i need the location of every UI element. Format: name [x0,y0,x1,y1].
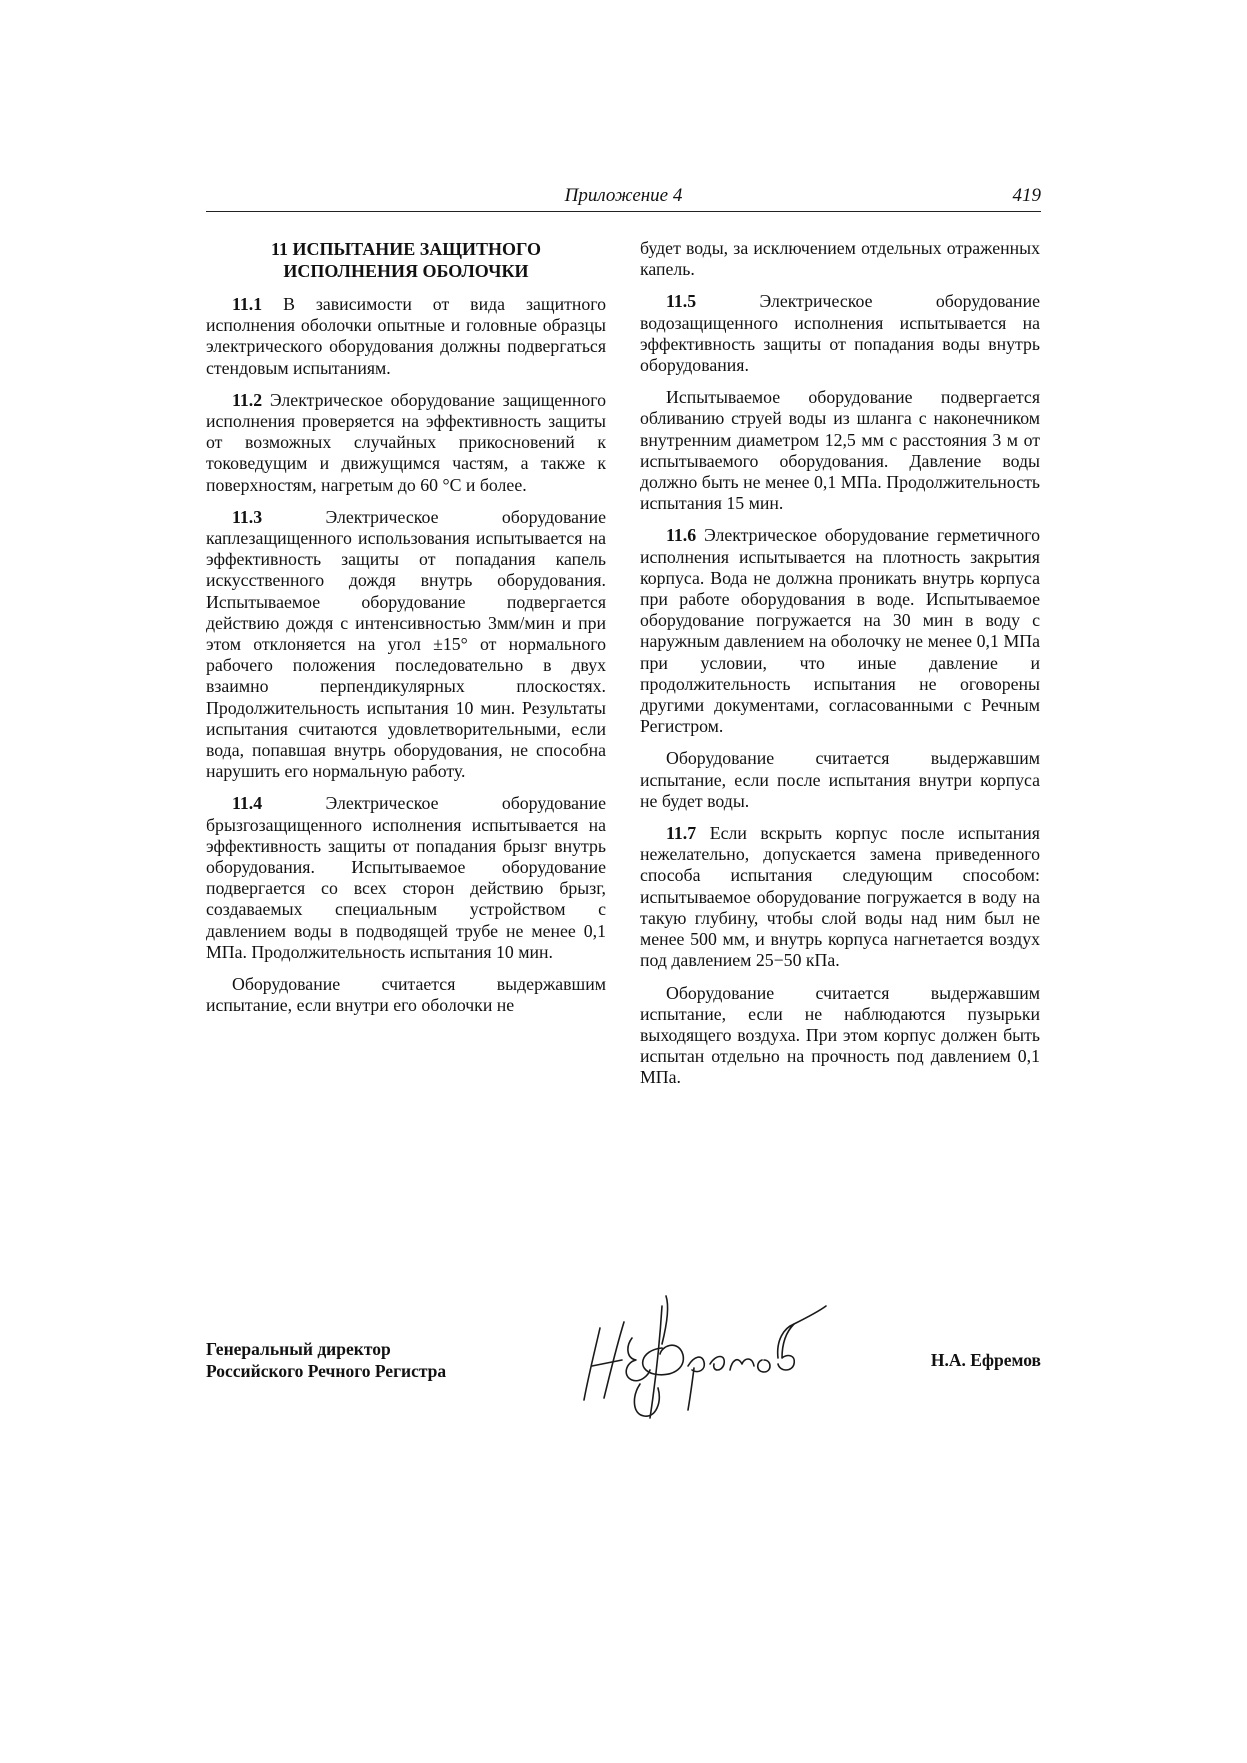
paragraph [206,294,606,379]
clause-number: 11.7 [666,823,697,844]
section-title [206,238,606,282]
left-paragraphs [206,294,606,1017]
section-title-line2: ИСПОЛНЕНИЯ ОБОЛОЧКИ [283,261,529,281]
paragraph-text: будет воды, за исключением отдельных отраженных капель. [640,238,1040,280]
clause-number: 11.3 [232,506,263,527]
paragraph-text: Электрическое оборудование каплезащищенного использования испытывается на эффективность защиты от попадания капель искусственного дождя внутрь оборудования. Испытываемое оборудование подвергается действию дождя с интенсивностью 3мм/мин и при этом отклоняется на угол ±15° от нормального рабочего положения последовательно в двух взаимно перпендикулярных плоскостях. Продолжительность испытания 10 мин. Результаты испытания считаются удовлетворительными, если вода, попавшая внутрь оборудования, не способна нарушить его нормальную работу. [206,506,606,782]
signatory-name: Н.А. Ефремов [930,1350,1041,1370]
clause-number: 11.1 [232,294,263,314]
paragraph [640,983,1040,1089]
right-paragraphs [640,238,1040,1089]
paragraph-text: Оборудование считается выдержавшим испытание, если внутри его оболочки не [206,974,606,1016]
paragraph [640,748,1040,812]
paragraph-text: Испытываемое оборудование подвергается обливанию струей воды из шланга с наконечником внутренним диаметром 12,5 мм с расстояния 3 м от испытываемого оборудования. Давление воды должно быть не менее 0,1 МПа. Продолжительность испытания 15 мин. [640,387,1040,514]
paragraph-text: Электрическое оборудование защищенного исполнения проверяется на эффективность защиты от возможных случайных прикосновений к токоведущим и движущимся частям, а также к поверхностям, нагретым до 60 °C и более. [206,389,606,495]
clause-number: 11.6 [666,525,697,546]
paragraph [206,390,606,496]
page-number: 419 [1012,185,1041,206]
paragraph-text: Если вскрыть корпус после испытания нежелательно, допускается замена приведенного способа испытания следующим способом: испытываемое оборудование погружается в воду на такую глубину, чтобы слой воды над ним был не менее 500 мм, и внутрь корпуса нагнетается воздух под давлением 25−50 кПа. [640,823,1040,971]
paragraph [640,291,1040,376]
paragraph-text: Электрическое оборудование брызгозащищенного исполнения испытывается на эффективность защиты от попадания брызг внутрь оборудования. Испытываемое оборудование подвергается со всех сторон действию брызг, создаваемых специальным устройством с давлением воды в подводящей трубе не менее 0,1 МПа. Продолжительность испытания 10 мин. [206,793,606,962]
paragraph [640,238,1040,280]
paragraph [640,525,1040,737]
paragraph-text: Электрическое оборудование герметичного исполнения испытывается на плотность закрытия корпуса. Вода не должна проникать внутрь корпуса при работе оборудования в воде. Испытываемое оборудование погружается на 30 мин в воду с наружным давлением на оболочку не менее 0,1 МПа при условии, что иные давление и продолжительность испытания не оговорены другими документами, согласованными с Речным Регистром. [640,525,1040,737]
left-column [206,238,606,1028]
right-column [640,238,1040,1100]
clause-number: 11.4 [232,793,263,814]
signatory-position-line1: Генеральный директор [206,1339,391,1359]
paragraph-text: Оборудование считается выдержавшим испытание, если не наблюдаются пузырьки выходящего воздуха. При этом корпус должен быть испытан отдельно на прочность под давлением 0,1 МПа. [640,982,1040,1088]
clause-number: 11.5 [666,291,697,312]
paragraph-text: Электрическое оборудование водозащищенного исполнения испытывается на эффективность защиты от попадания воды внутрь оборудования. [640,291,1040,376]
signatory-position-line2: Российского Речного Регистра [206,1361,447,1381]
paragraph [640,387,1040,514]
running-title: Приложение 4 [564,185,683,206]
paragraph [206,507,606,783]
clause-number: 11.2 [232,389,263,410]
paragraph [206,974,606,1016]
section-title-line1: 11 ИСПЫТАНИЕ ЗАЩИТНОГО [270,239,542,259]
paragraph-text: Оборудование считается выдержавшим испытание, если после испытания внутри корпуса не будет воды. [640,748,1040,811]
paragraph [640,823,1040,971]
paragraph-text: В зависимости от вида защитного исполнения оболочки опытные и головные образцы электрического оборудования должны подвергаться стендовым испытаниям. [206,294,606,378]
signatory-position [206,1338,446,1382]
handwritten-signature [570,1288,830,1423]
running-header [206,185,1041,212]
paragraph [206,793,606,963]
